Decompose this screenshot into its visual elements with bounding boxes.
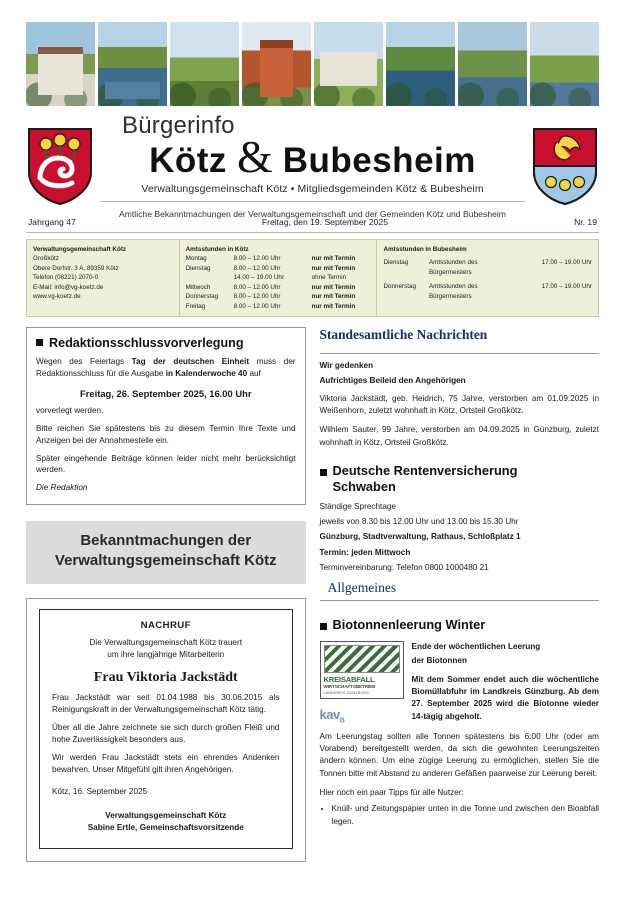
logo-pattern: [324, 645, 400, 673]
info-bar: [26, 239, 599, 317]
bullet-square-icon: [320, 623, 327, 630]
title-block: [94, 113, 531, 219]
hours-note: ohne Termin: [311, 274, 347, 282]
hours-row: [383, 258, 592, 277]
rente-paragraph: jeweils von 8.30 bis 12.00 Uhr und 13.00 bis 15.30 Uhr: [319, 517, 519, 527]
right-column: [320, 327, 600, 862]
article-heading: [36, 336, 296, 350]
hours-row: [186, 264, 371, 273]
bio-logos: [320, 641, 404, 725]
article-rentenversicherung: [320, 463, 600, 574]
hours-time: 17.00 – 19.00 Uhr: [541, 283, 592, 291]
photo-5: [314, 22, 383, 106]
standesamt-entry: Wilhlem Sauter, 99 Jahre, verstorben am 04.09.2025 in Günzburg, zuletzt wohnhaft in Kötz, Ortsteil Großkötz.: [319, 425, 599, 447]
nachruf-paragraph: Frau Jackstädt war seit 01.04.1988 bis 30.06.2015 als Reinigungskraft in der Verwaltungsgemeinschaft Kötz tätig.: [52, 693, 280, 715]
contact-line-0: Großkötz: [33, 255, 59, 263]
logo-text-2: WIRTSCHAFTSBETRIEB: [323, 684, 376, 690]
photo-4: [242, 22, 311, 106]
hours-day: Mittwoch: [185, 283, 211, 291]
nachruf-paragraph: Über all die Jahre zeichnete sie sich durch großen Fleiß und hohe Zuverlässigkeit besonders aus.: [52, 723, 280, 745]
hours-time: 14.00 – 19.00 Uhr: [233, 274, 285, 282]
bio-bold-line-1: Ende der wöchentlichen Leerung: [411, 642, 541, 652]
nachruf-footer: [52, 810, 280, 835]
rente-phone: Terminvereinbarung: Telefon 0800 1000480 21: [319, 563, 489, 572]
logo-text-1: KREISABFALL: [323, 675, 375, 685]
bio-paragraph: Am Leerungstag sollten alle Tonnen spätestens bis 6:00 Uhr (oder am Vorabend) bereitgestellt werden, da sich die gewohnten Leerungszeiten ändern können. Um eine zügige Leerung zu ermöglichen, stellen Sie die Tonnen bitte mit Abstand zu anderen Gefäßen paarweise zur Leerung bereit.: [319, 731, 599, 778]
standesamt-sub-1: Wir gedenken: [319, 361, 374, 371]
hours-row: [186, 302, 371, 311]
bio-heading: [320, 617, 600, 633]
article-standesamt: [320, 327, 600, 449]
issue-volume: Jahrgang 47: [28, 217, 76, 227]
section-banner-bekanntmachungen: [26, 521, 306, 584]
issue-date: Freitag, den 19. September 2025: [261, 217, 388, 227]
nachruf-person-name: Frau Viktoria Jackstädt: [93, 670, 238, 686]
kav-logo-text: kav: [319, 707, 340, 723]
contact-line-2: Telefon (08221) 2070-0: [33, 274, 99, 282]
photo-3: [170, 22, 239, 106]
text-run-bold: in Kalenderwoche 40: [165, 368, 248, 378]
logo-text-3: LANDKREIS GÜNZBURG: [323, 691, 370, 696]
hours-time: 8.00 – 12.00 Uhr: [233, 264, 281, 272]
coat-of-arms-koetz-icon: [26, 126, 94, 206]
contact-website[interactable]: www.vg-koetz.de: [33, 293, 81, 301]
hours-note: nur mit Termin: [311, 283, 356, 291]
masthead-subtitle-2: Amtliche Bekanntmachungen der Verwaltungsgemeinschaft und der Gemeinden Kötz und Bubesheim: [119, 209, 506, 220]
hours-row: [186, 254, 371, 263]
nachruf-frame: [39, 609, 293, 850]
hours-day: Montag: [185, 255, 207, 263]
masthead-kicker: Bürgerinfo: [122, 111, 235, 139]
article-paragraph: vorverlegt werden.: [36, 405, 104, 415]
hours-bubesheim-block: [377, 240, 598, 316]
hours-day: Dienstag: [185, 264, 211, 272]
article-nachruf: [26, 598, 306, 863]
content-columns: [26, 327, 599, 862]
photo-strip: [26, 22, 599, 106]
contact-title: Verwaltungsgemeinschaft Kötz: [33, 246, 127, 253]
standesamt-sub-2: Aufrichtiges Beileid den Angehörigen: [319, 376, 466, 386]
article-signature: Die Redaktion: [36, 483, 88, 493]
rente-heading-line-2: Schwaben: [332, 478, 396, 494]
bio-text: [412, 641, 600, 725]
article-redaktionsschluss: [26, 327, 306, 505]
hours-note: nur mit Termin: [311, 293, 356, 301]
hours-time: 17.00 – 19.00 Uhr: [541, 259, 592, 267]
nachruf-paragraph: Wir werden Frau Jackstädt stets ein ehrendes Andenken bewahren. Unser Mitgefühl gilt ihren Angehörigen.: [52, 753, 280, 774]
hours-day: [186, 273, 234, 282]
article-paragraph: Bitte reichen Sie spätestens bis zu diesem Termin Ihre Texte und Anzeigen bei der Annahmestelle ein.: [36, 423, 296, 445]
hours-row: [383, 282, 592, 301]
standesamt-heading: Standesamtliche Nachrichten: [319, 327, 488, 343]
hours-time: 8.00 – 12.00 Uhr: [233, 255, 281, 263]
hours-row: [186, 283, 371, 292]
bio-tips-intro: Hier noch ein paar Tipps für alle Nutzer:: [319, 788, 464, 798]
masthead: [26, 111, 599, 220]
masthead-title: [100, 131, 525, 183]
hours-note: nur mit Termin: [311, 255, 356, 263]
masthead-title-bubesheim: Bubesheim: [282, 141, 476, 181]
article-paragraph: Später eingehende Beiträge können leider nicht mehr berücksichtigt werden.: [36, 453, 296, 475]
hours-koetz-block: [180, 240, 378, 316]
rente-heading: [320, 463, 600, 495]
contact-email[interactable]: E-Mail: info@vg-koetz.de: [33, 283, 104, 291]
article-paragraph: [36, 356, 296, 380]
photo-6: [386, 22, 455, 106]
hours-desc: Amtsstunden des Bürgermeisters: [428, 259, 478, 276]
photo-7: [458, 22, 527, 106]
hours-day: Dienstag: [383, 259, 409, 267]
section-heading-allgemeines: Allgemeines: [320, 574, 600, 601]
photo-2: [98, 22, 167, 106]
kreisabfall-logo-icon: [320, 641, 404, 699]
article-title: Redaktionsschlussvorverlegung: [49, 336, 244, 351]
text-run: auf: [247, 368, 261, 378]
issue-number: Nr. 19: [574, 217, 597, 227]
bio-heading-text: Biotonnenleerung Winter: [332, 617, 486, 633]
bio-tips-list: [320, 803, 600, 828]
divider: [320, 353, 600, 354]
hours-row: [186, 273, 371, 282]
hours-koetz-title: Amtsstunden in Kötz: [185, 246, 249, 253]
bullet-square-icon: [320, 469, 327, 476]
nachruf-sub-line-2: um ihre langjährige Mitarbeiterin: [107, 649, 225, 659]
kav-logo-sub: B: [339, 717, 345, 725]
nachruf-place-date: Kötz, 16. September 2025: [52, 786, 148, 796]
masthead-title-koetz: Kötz: [149, 141, 227, 181]
bio-bold-line-2: der Biotonnen: [411, 655, 467, 665]
nachruf-sub-line-1: Die Verwaltungsgemeinschaft Kötz trauert: [89, 637, 242, 647]
masthead-divider: [100, 201, 525, 202]
standesamt-entry: Viktoria Jackstädt, geb. Heidrich, 75 Jahre, verstorben am 01.09.2025 in Weißenhorn, zuletzt wohnhaft in Kötz, Ortsteil Großkötz.: [319, 393, 599, 415]
nachruf-subtitle: [52, 637, 280, 661]
contact-line-1: Obere Dorfstr. 3 A, 89359 Kötz: [33, 264, 119, 272]
hours-day: Donnerstag: [185, 293, 219, 301]
photo-8: [530, 22, 599, 106]
hours-time: 8.00 – 12.00 Uhr: [233, 293, 281, 301]
hours-note: nur mit Termin: [311, 264, 356, 272]
masthead-subtitle: Verwaltungsgemeinschaft Kötz • Mitgliedsgemeinden Kötz & Bubesheim: [141, 183, 484, 196]
hours-desc: Amtsstunden des Bürgermeisters: [428, 283, 478, 300]
hours-row: [186, 292, 371, 301]
nachruf-signer: Sabine Ertle, Gemeinschaftsvorsitzende: [87, 823, 244, 832]
coat-of-arms-bubesheim-icon: [531, 126, 599, 206]
bullet-square-icon: [36, 339, 43, 346]
banner-line-1: Bekanntmachungen der: [80, 532, 252, 550]
article-biotonne: [320, 617, 600, 828]
kav-logo-icon: [320, 707, 404, 725]
masthead-ampersand: &: [236, 131, 273, 183]
hours-time: 8.00 – 12.00 Uhr: [233, 283, 281, 291]
banner-line-2: Verwaltungsgemeinschaft Kötz: [54, 552, 277, 570]
bio-bold-paragraph: Mit dem Sommer endet auch die wöchentliche Biomüllabfuhr im Landkreis Günzburg. Ab dem 27. September 2025 wird die Biotonne wieder 14-tägig abgeholt.: [411, 674, 599, 721]
hours-time: 8.00 – 12.00 Uhr: [233, 302, 281, 310]
text-run: Wegen des Feiertags: [36, 357, 132, 367]
list-item: • Knüll- und Zeitungspapier unten in die Tonne und zwischen den Bioabfall legen.: [332, 803, 600, 828]
nachruf-title: NACHRUF: [140, 619, 191, 631]
text-run: muss der Redaktionsschluss für die Ausgabe: [36, 357, 296, 378]
text-run-bold: Tag der deutschen Einheit: [131, 357, 250, 367]
hours-day: Freitag: [185, 302, 206, 310]
deadline-text: Freitag, 26. September 2025, 16.00 Uhr: [80, 387, 252, 399]
bio-content: [320, 641, 600, 725]
rente-termin: Termin: jeden Mittwoch: [319, 547, 411, 557]
hours-day: Donnerstag: [383, 283, 417, 291]
photo-1: [26, 22, 95, 106]
rente-heading-line-1: Deutsche Rentenversicherung: [332, 462, 518, 478]
left-column: [26, 327, 306, 862]
hours-bubesheim-title: Amtsstunden in Bubesheim: [383, 246, 467, 253]
contact-block: [27, 240, 180, 316]
nachruf-org: Verwaltungsgemeinschaft Kötz: [105, 810, 227, 820]
rente-location: Günzburg, Stadtverwaltung, Rathaus, Schloßplatz 1: [319, 532, 521, 542]
hours-note: nur mit Termin: [311, 302, 356, 310]
rente-paragraph: Ständige Sprechtage: [319, 501, 396, 511]
